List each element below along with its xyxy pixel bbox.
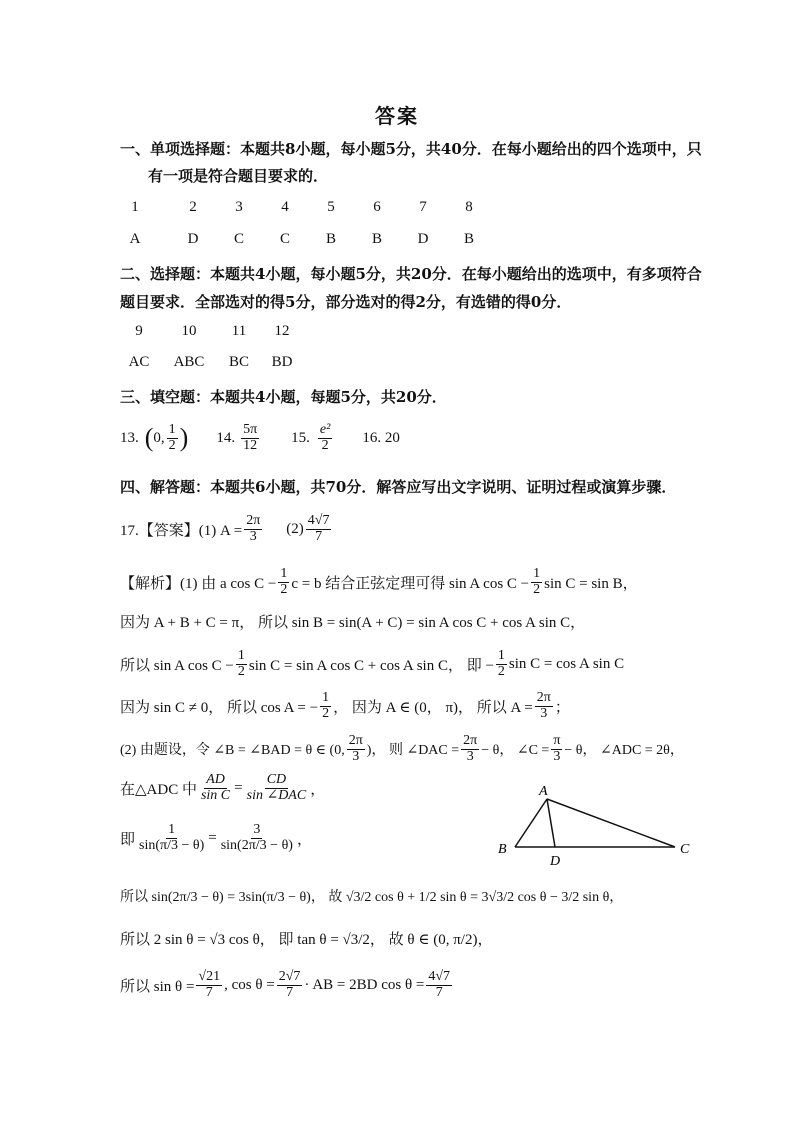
numerator: CD: [266, 771, 287, 787]
denominator: 3: [466, 748, 474, 764]
denominator: sin(π/3 − θ): [139, 837, 205, 853]
denominator: 2: [322, 705, 330, 721]
section-2-heading: 二、选择题：本题共4小题，每小题5分，共20分．在每小题给出的选项中，有多项符合: [120, 265, 702, 283]
denominator: 3: [553, 748, 561, 764]
solution-line-7: [120, 815, 312, 861]
text: , cos θ =: [224, 976, 275, 993]
text: 即: [120, 831, 136, 848]
denominator: 7: [435, 984, 443, 1000]
denominator: 12: [243, 437, 258, 453]
numerator: 1: [237, 647, 245, 663]
num: 7: [419, 199, 427, 215]
solution-line-5: [120, 727, 684, 771]
text: 在△ADC 中: [120, 781, 197, 798]
section-1-heading: 一、单项选择题：本题共8小题，每小题5分，共40分．在每小题给出的四个选项中，只: [120, 140, 702, 158]
num: 9: [135, 323, 143, 339]
edge-ad: [547, 799, 555, 847]
q17-answer: [120, 507, 333, 551]
solution-line-2: [120, 608, 585, 634]
two-pi-third-fraction: [347, 734, 365, 764]
q16-answer: 16. 20: [362, 429, 400, 446]
num: 12: [274, 323, 290, 339]
num: 3: [235, 199, 243, 215]
section-4-heading: 四、解答题：本题共6小题，共70分．解答应写出文字说明、证明过程或演算步骤．: [120, 478, 677, 496]
numerator: 2π: [536, 689, 551, 705]
numerator: 1: [497, 647, 505, 663]
text: − θ， ∠ADC = 2θ，: [564, 743, 684, 758]
ratio-fraction: [199, 773, 232, 803]
q14-fraction: [241, 423, 259, 453]
fill-in-answers: [120, 416, 400, 460]
ratio-fraction: [219, 823, 295, 853]
section-2-numbers: [124, 323, 302, 340]
solution-line-10: [120, 962, 454, 1008]
denominator: sin ∠DAC: [246, 787, 307, 803]
section-1-answers: [124, 231, 492, 248]
answer: B: [463, 231, 474, 247]
text: 因为 A + B + C = π， 所以 sin B = sin(A + C) = sin A cos C + cos A sin C，: [120, 614, 586, 631]
text: ， 因为 A ∈ (0， π)， 所以 A =: [333, 699, 533, 716]
text: − θ， ∠C =: [481, 743, 550, 758]
denominator: 7: [205, 984, 213, 1000]
q17-a1-fraction: [244, 514, 262, 544]
num: 8: [465, 199, 473, 215]
numerator: 1: [280, 565, 288, 581]
solution-line-1: [120, 560, 638, 604]
section-1-heading-cont: 有一项是符合题目要求的．: [148, 167, 329, 185]
q13-inner: 0,: [153, 429, 165, 446]
equals: =: [234, 779, 243, 796]
text: 所以 sin(2π/3 − θ) = 3sin(π/3 − θ)， 故 √3/2 cos θ + 1/2 sin θ = 3√3/2 cos θ − 3/2 sin θ，: [120, 890, 624, 905]
num: 11: [231, 323, 247, 339]
two-pi-third-fraction: [535, 691, 553, 721]
half-fraction: [496, 649, 507, 679]
answer: BC: [228, 354, 249, 370]
text: ；: [554, 699, 570, 716]
edge-ac: [547, 799, 675, 847]
section-2-heading-cont: 题目要求．全部选对的得5分，部分选对的得2分，有选错的得0分．: [120, 293, 572, 311]
q15-fraction: [318, 423, 332, 453]
solution-line-9: [120, 924, 492, 952]
numerator: 4√7: [307, 512, 330, 528]
answer: D: [187, 231, 199, 247]
q17-head: 17.【答案】(1) A =: [120, 522, 243, 539]
numerator: 2√7: [278, 968, 301, 984]
text: sin C = sin A cos C + cos A sin C， 即 −: [248, 657, 494, 674]
cos-fraction: [277, 970, 303, 1000]
numerator: √21: [198, 968, 221, 984]
text: )， 则 ∠DAC =: [366, 743, 460, 758]
solution-line-8: [120, 882, 623, 910]
numerator: 2π: [348, 732, 363, 748]
equals: =: [208, 829, 217, 846]
page-title: 答案: [375, 104, 419, 128]
numerator: 1: [168, 821, 176, 837]
text: 因为 sin C ≠ 0， 所以 cos A = −: [120, 699, 319, 716]
solution-line-4: [120, 684, 570, 728]
text: ，: [310, 781, 326, 798]
denominator: 2: [280, 581, 288, 597]
answer: C: [279, 231, 290, 247]
num: 1: [131, 199, 139, 215]
text: sin C = sin B，: [544, 575, 638, 592]
section-3-heading: 三、填空题：本题共4小题，每题5分，共20分．: [120, 388, 447, 406]
denominator: 2: [497, 663, 505, 679]
answer: AC: [128, 354, 150, 370]
denominator: sin(2π/3 − θ): [220, 837, 293, 853]
denominator: 7: [286, 984, 294, 1000]
text: 所以 sin θ =: [120, 978, 195, 995]
num: 5: [327, 199, 335, 215]
numerator: 4√7: [428, 968, 451, 984]
vertex-a-label: A: [539, 785, 548, 799]
denominator: sin C: [200, 787, 231, 803]
paren-open: (: [144, 423, 154, 452]
denominator: 3: [352, 748, 360, 764]
solution-line-6: [120, 766, 325, 810]
numerator: 2π: [246, 512, 261, 528]
half-fraction: [531, 567, 542, 597]
section-2-answers: [124, 354, 302, 371]
q17-a2-label: (2): [286, 520, 304, 537]
q13-label: 13.: [120, 429, 139, 446]
num: 10: [181, 323, 197, 339]
solution-line-3: [120, 642, 624, 686]
numerator: 2π: [463, 732, 478, 748]
half-fraction: [236, 649, 247, 679]
numerator: 1: [322, 689, 330, 705]
sin-fraction: [196, 970, 222, 1000]
q13-fraction: [167, 423, 178, 453]
num: 4: [281, 199, 289, 215]
ratio-fraction: [245, 773, 309, 803]
num: 6: [373, 199, 381, 215]
triangle-diagram: [495, 785, 700, 870]
ratio-fraction: [137, 823, 206, 853]
denominator: 2: [533, 581, 541, 597]
answer: A: [129, 231, 141, 247]
answer: B: [325, 231, 336, 247]
denominator: 2: [321, 437, 329, 453]
text: (2) 由题设，令 ∠B = ∠BAD = θ ∈ (0,: [120, 743, 345, 758]
q17-a2-fraction: [306, 514, 332, 544]
text: · AB = 2BD cos θ =: [304, 976, 425, 993]
vertex-c-label: C: [680, 842, 690, 857]
numerator: 1: [533, 565, 541, 581]
text: 所以 sin A cos C −: [120, 657, 234, 674]
denominator: 3: [540, 705, 548, 721]
half-fraction: [278, 567, 289, 597]
answer: BD: [271, 354, 293, 370]
vertex-d-label: D: [550, 854, 561, 869]
answer: D: [417, 231, 429, 247]
answer: ABC: [173, 354, 205, 370]
denominator: 2: [237, 663, 245, 679]
vertex-b-label: B: [498, 842, 507, 857]
numerator: 5π: [243, 421, 258, 437]
half-fraction: [320, 691, 331, 721]
text: sin C = cos A sin C: [508, 655, 625, 672]
ab-fraction: [426, 970, 452, 1000]
text: c = b 结合正弦定理可得 sin A cos C −: [291, 575, 530, 592]
numerator: 1: [168, 421, 176, 437]
denominator: 7: [315, 528, 323, 544]
q14-label: 14.: [216, 429, 236, 446]
num: 2: [189, 199, 197, 215]
edge-ab: [515, 799, 547, 847]
numerator: 3: [253, 821, 261, 837]
text: 【解析】(1) 由 a cos C −: [120, 575, 277, 592]
denominator: 2: [168, 437, 176, 453]
pi-third-fraction: [551, 734, 562, 764]
section-1-numbers: [124, 199, 492, 216]
answer: B: [371, 231, 382, 247]
numerator: π: [553, 732, 561, 748]
answer: C: [233, 231, 244, 247]
denominator: 3: [249, 528, 257, 544]
numerator: e²: [319, 421, 331, 437]
paren-close: ): [179, 423, 189, 452]
numerator: AD: [206, 771, 225, 787]
text: 所以 2 sin θ = √3 cos θ， 即 tan θ = √3/2， 故 θ ∈ (0, π/2)，: [120, 931, 493, 948]
text: ，: [296, 831, 312, 848]
two-pi-third-fraction: [461, 734, 479, 764]
q15-label: 15.: [291, 429, 310, 446]
